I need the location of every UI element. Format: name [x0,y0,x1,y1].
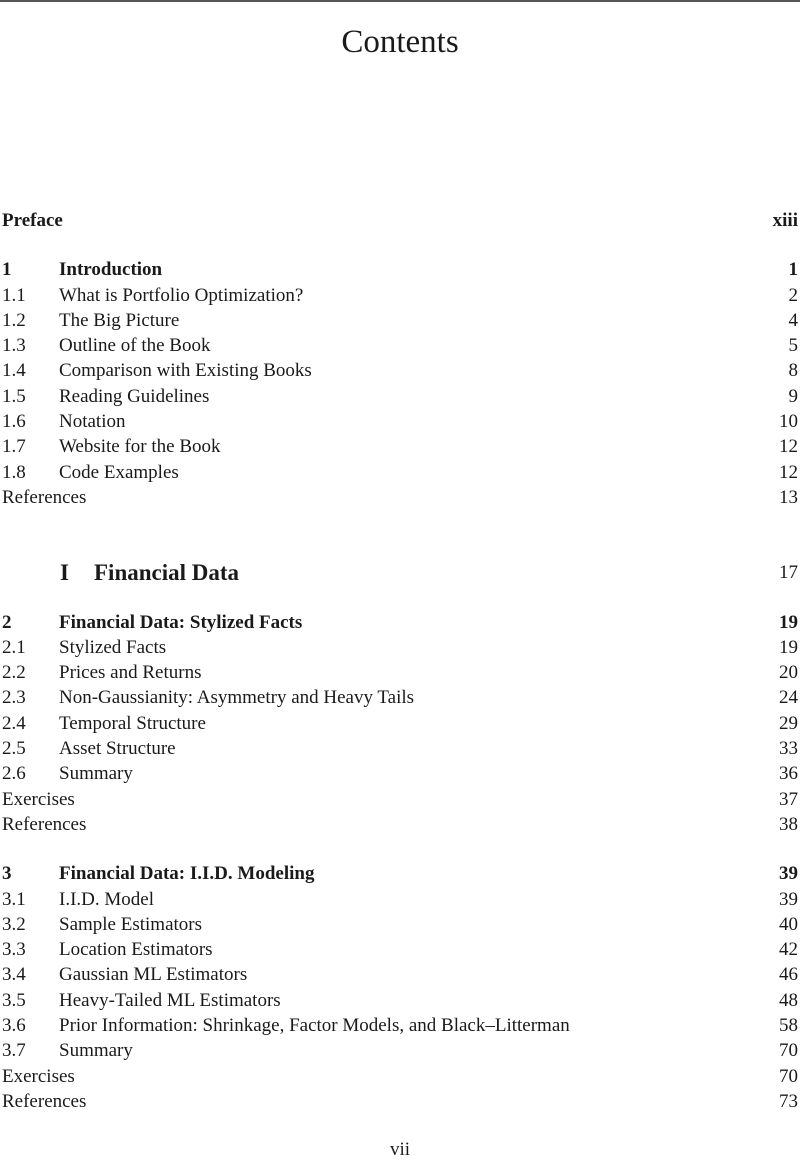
section-page: 4 [788,309,798,331]
toc-references[interactable] [0,1089,800,1114]
toc-section[interactable] [0,1038,800,1063]
entry-page: 13 [779,486,798,508]
section-page: 5 [788,335,798,357]
section-number: 1.2 [2,309,26,331]
toc-section[interactable] [0,988,800,1013]
chapter-number: 1 [2,259,12,281]
section-number: 3.5 [2,989,26,1011]
section-title: Summary [59,763,133,785]
entry-page: 37 [779,788,798,810]
toc-section[interactable] [0,660,800,685]
section-page: 39 [779,888,798,910]
section-page: 40 [779,913,798,935]
chapter-title: Introduction [59,259,163,281]
section-title: I.I.D. Model [59,888,154,910]
section-number: 3.2 [2,913,26,935]
section-title: Stylized Facts [59,636,167,658]
chapter-page: 1 [788,259,798,281]
section-title: Outline of the Book [59,335,211,357]
section-number: 1.5 [2,385,26,407]
section-page: 20 [779,662,798,684]
entry-title: Exercises [2,788,75,810]
chapter-title: Financial Data: I.I.D. Modeling [59,863,315,885]
entry-page: 38 [779,813,798,835]
entry-title: Preface [2,210,63,231]
section-title: Non-Gaussianity: Asymmetry and Heavy Tails [59,687,415,709]
section-page: 42 [779,939,798,961]
section-title: Temporal Structure [59,712,206,734]
section-number: 3.6 [2,1015,26,1037]
section-title: Reading Guidelines [59,385,210,407]
toc-section[interactable] [0,937,800,962]
toc-section[interactable] [0,283,800,308]
section-page: 8 [788,360,798,382]
toc-references[interactable] [0,485,800,510]
section-title: The Big Picture [59,309,180,331]
section-number: 1.1 [2,284,26,306]
section-number: 3.4 [2,964,26,986]
toc-section[interactable] [0,685,800,710]
top-rule [0,0,800,2]
section-number: 1.8 [2,461,26,483]
toc-section[interactable] [0,384,800,409]
section-page: 36 [779,763,798,785]
toc-section[interactable] [0,358,800,383]
toc-section[interactable] [0,333,800,358]
section-title: Website for the Book [59,436,221,458]
table-of-contents [0,208,800,1114]
section-title: Asset Structure [59,738,176,760]
entry-page: 70 [779,1065,798,1087]
section-title: Comparison with Existing Books [59,360,312,382]
section-number: 2.1 [2,636,26,658]
section-title: What is Portfolio Optimization? [59,284,304,306]
section-title: Location Estimators [59,939,213,961]
toc-section[interactable] [0,1013,800,1038]
section-number: 2.3 [2,687,26,709]
toc-references[interactable] [0,812,800,837]
toc-entry-preface[interactable] [0,208,800,233]
section-number: 2.5 [2,738,26,760]
toc-exercises[interactable] [0,1064,800,1089]
section-page: 46 [779,964,798,986]
section-title: Code Examples [59,461,179,483]
section-page: 9 [788,385,798,407]
section-title: Heavy-Tailed ML Estimators [59,989,281,1011]
section-page: 48 [779,989,798,1011]
toc-section[interactable] [0,887,800,912]
section-number: 1.6 [2,411,26,433]
part-number: I [60,560,69,586]
toc-exercises[interactable] [0,787,800,812]
section-number: 3.1 [2,888,26,910]
section-title: Notation [59,411,126,433]
toc-section[interactable] [0,736,800,761]
entry-title: References [2,486,87,508]
section-title: Gaussian ML Estimators [59,964,248,986]
section-page: 10 [779,411,798,433]
section-title: Prior Information: Shrinkage, Factor Models, and Black–Litterman [59,1015,570,1037]
toc-section[interactable] [0,434,800,459]
section-title: Prices and Returns [59,662,202,684]
section-title: Sample Estimators [59,913,203,935]
section-page: 33 [779,738,798,760]
chapter-page: 19 [779,611,798,633]
section-title: Summary [59,1040,133,1062]
section-page: 12 [779,436,798,458]
entry-title: Exercises [2,1065,75,1087]
section-page: 70 [779,1040,798,1062]
page-title: Contents [341,24,459,60]
toc-section[interactable] [0,409,800,434]
section-number: 3.7 [2,1040,26,1062]
section-page: 12 [779,461,798,483]
entry-page: xiii [772,210,798,231]
section-page: 58 [779,1015,798,1037]
section-number: 1.7 [2,436,26,458]
chapter-title: Financial Data: Stylized Facts [59,611,303,633]
section-number: 2.4 [2,712,26,734]
section-page: 19 [779,636,798,658]
toc-section[interactable] [0,635,800,660]
entry-title: References [2,1090,87,1112]
toc-section[interactable] [0,962,800,987]
page-number: vii [389,1139,411,1160]
toc-section[interactable] [0,912,800,937]
section-number: 1.4 [2,360,26,382]
entry-page: 73 [779,1090,798,1112]
chapter-number: 2 [2,611,12,633]
toc-section[interactable] [0,711,800,736]
section-page: 24 [779,687,798,709]
section-number: 2.6 [2,763,26,785]
chapter-page: 39 [779,863,798,885]
section-number: 3.3 [2,939,26,961]
toc-part-1[interactable] [0,560,800,585]
chapter-number: 3 [2,863,12,885]
section-number: 1.3 [2,335,26,357]
entry-title: References [2,813,87,835]
section-page: 29 [779,712,798,734]
section-page: 2 [788,284,798,306]
toc-section[interactable] [0,761,800,786]
toc-chapter-3[interactable] [0,861,800,886]
part-page: 17 [779,562,798,584]
toc-section[interactable] [0,308,800,333]
part-title: Financial Data [94,560,240,586]
toc-chapter-2[interactable] [0,610,800,635]
toc-section[interactable] [0,460,800,485]
toc-chapter-1[interactable] [0,257,800,282]
section-number: 2.2 [2,662,26,684]
